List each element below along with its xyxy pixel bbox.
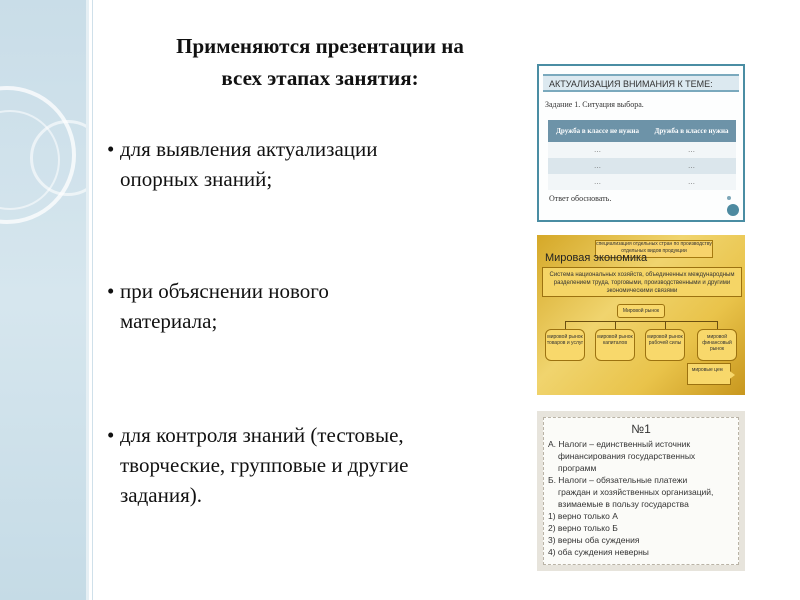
thumbnail-header: АКТУАЛИЗАЦИЯ ВНИМАНИЯ К ТЕМЕ: bbox=[543, 74, 739, 92]
bullet-marker: • bbox=[107, 279, 115, 303]
connector-line bbox=[717, 321, 718, 329]
bullet-text: материала; bbox=[120, 309, 218, 333]
market-node: мировой рынок рабочей силы bbox=[645, 329, 685, 361]
statement-line: финансирования государственных bbox=[558, 451, 696, 461]
bullet-marker: • bbox=[107, 137, 115, 161]
test-card bbox=[543, 417, 739, 565]
bullet-text: творческие, групповые и другие bbox=[120, 453, 409, 477]
decorative-circle bbox=[727, 204, 739, 216]
answer-option: 2) верно только Б bbox=[548, 523, 618, 533]
table-header: Дружба в классе не нужна bbox=[548, 120, 647, 142]
statement-line: А. Налоги – единственный источник bbox=[548, 439, 691, 449]
bullet-item bbox=[107, 420, 408, 510]
slide-thumbnail-world-economy bbox=[537, 235, 745, 395]
statement-line: Б. Налоги – обязательные платежи bbox=[548, 475, 688, 485]
bullet-marker: • bbox=[107, 423, 115, 447]
definition-box: Система национальных хозяйств, объединенных международным разделением труда, торговыми, производственными и другими экономическими связями bbox=[542, 267, 742, 297]
table-cell: … bbox=[647, 142, 736, 158]
question-text bbox=[548, 438, 736, 558]
decorative-circle bbox=[30, 120, 106, 196]
bullet-text: опорных знаний; bbox=[120, 167, 273, 191]
answer-option: 3) верны оба суждения bbox=[548, 535, 640, 545]
table-cell: … bbox=[548, 158, 647, 174]
specialization-note: специализация отдельных стран по производству отдельных видов продукции bbox=[595, 240, 713, 258]
thumbnail-task: Задание 1. Ситуация выбора. bbox=[545, 100, 644, 109]
bullet-text: для выявления актуализации bbox=[120, 137, 378, 161]
table-header: Дружба в классе нужна bbox=[647, 120, 736, 142]
market-node: мировой рынок капиталов bbox=[595, 329, 635, 361]
statement-line: взимаемые в пользу государства bbox=[558, 499, 689, 509]
title-line-2: всех этапах занятия: bbox=[221, 66, 419, 90]
bullet-item bbox=[107, 134, 378, 194]
bullet-text: задания). bbox=[120, 483, 203, 507]
connector-line bbox=[615, 321, 616, 329]
slide-thumbnail-test bbox=[537, 411, 745, 571]
slide-thumbnail-actualization bbox=[537, 64, 745, 222]
table-cell: … bbox=[548, 142, 647, 158]
title-line-1: Применяются презентации на bbox=[176, 34, 464, 58]
connector-line bbox=[665, 321, 666, 329]
diagram-title: Мировая экономика bbox=[545, 252, 648, 264]
world-market-node: Мировой рынок bbox=[617, 304, 665, 318]
table-cell: … bbox=[548, 174, 647, 190]
statement-line: граждан и хозяйственных организаций, bbox=[558, 487, 714, 497]
market-node: мировой финансовый рынок bbox=[697, 329, 737, 361]
prices-node: мировые цены bbox=[687, 363, 731, 385]
bullet-text: для контроля знаний (тестовые, bbox=[120, 423, 404, 447]
answer-option: 1) верно только А bbox=[548, 511, 618, 521]
table-cell: … bbox=[647, 158, 736, 174]
market-node: мировой рынок товаров и услуг bbox=[545, 329, 585, 361]
table-cell: … bbox=[647, 174, 736, 190]
slide-title bbox=[110, 30, 530, 94]
statement-line: программ bbox=[558, 463, 597, 473]
question-number: №1 bbox=[631, 422, 651, 436]
answer-option: 4) оба суждения неверны bbox=[548, 547, 649, 557]
connector-line bbox=[565, 321, 717, 322]
choice-table bbox=[548, 120, 736, 190]
decorative-dot bbox=[727, 196, 731, 200]
connector-line bbox=[565, 321, 566, 329]
decorative-line bbox=[86, 0, 89, 600]
decorative-line bbox=[92, 0, 93, 600]
bullet-item bbox=[107, 276, 329, 336]
thumbnail-answer: Ответ обосновать. bbox=[549, 194, 612, 203]
bullet-text: при объяснении нового bbox=[120, 279, 329, 303]
arrow-icon bbox=[723, 366, 735, 384]
decorative-left-band bbox=[0, 0, 86, 600]
